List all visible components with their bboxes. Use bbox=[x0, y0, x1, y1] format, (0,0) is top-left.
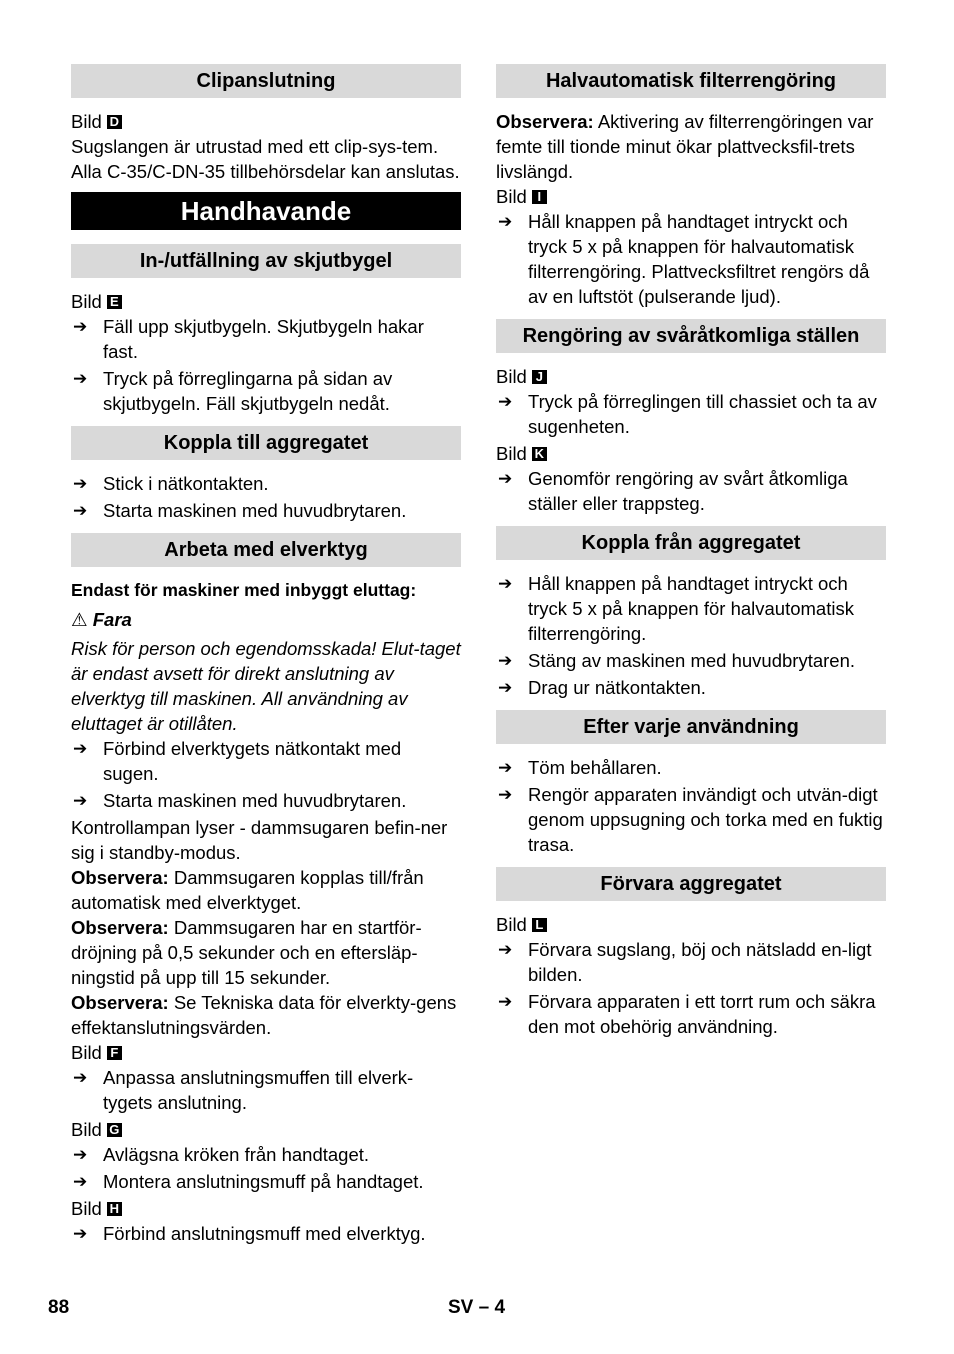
step-item: ➔ Rengör apparaten invändigt och utvän-digt genom uppsugning och torka med en fuktig trasa. bbox=[496, 782, 886, 857]
figure-letter-i: I bbox=[532, 190, 547, 204]
step-item: ➔ Töm behållaren. bbox=[496, 755, 886, 780]
figure-letter-h: H bbox=[107, 1202, 122, 1216]
step-item: ➔ Starta maskinen med huvudbrytaren. bbox=[71, 498, 461, 523]
step-item: ➔ Håll knappen på handtaget intryckt och tryck 5 x på knappen för halvautomatisk filterrengöring. Plattvecksfiltret rengörs då av en luftstöt (pulserande ljud). bbox=[496, 209, 886, 309]
figure-ref-j: Bild J bbox=[496, 364, 886, 389]
figure-letter-l: L bbox=[532, 918, 547, 932]
figure-ref-g: Bild G bbox=[71, 1117, 461, 1142]
step-item: ➔ Förvara sugslang, böj och nätsladd en-ligt bilden. bbox=[496, 937, 886, 987]
section-heading-tool: Arbeta med elverktyg bbox=[71, 533, 461, 567]
step-item: ➔ Drag ur nätkontakten. bbox=[496, 675, 886, 700]
warning-icon: ⚠ bbox=[71, 609, 88, 630]
left-column bbox=[71, 64, 461, 1248]
step-item: ➔ Montera anslutningsmuff på handtaget. bbox=[71, 1169, 461, 1194]
section-heading-fold: In-/utfällning av skjutbygel bbox=[71, 244, 461, 278]
section-heading-store: Förvara aggregatet bbox=[496, 867, 886, 901]
figure-ref-d: Bild D bbox=[71, 109, 461, 134]
semi-observation: Observera: Aktivering av filterrengöringen var femte till tionde minut ökar plattvecksfil-trets livslängd. bbox=[496, 111, 874, 182]
figure-ref-f: Bild F bbox=[71, 1040, 461, 1065]
step-item: ➔ Avlägsna kröken från handtaget. bbox=[71, 1142, 461, 1167]
figure-letter-e: E bbox=[107, 295, 122, 309]
section-indicator: SV – 4 bbox=[448, 1297, 506, 1318]
section-heading-clip: Clipanslutning bbox=[71, 64, 461, 98]
step-item: ➔ Håll knappen på handtaget intryckt och tryck 5 x på knappen för halvautomatisk filterrengöring. bbox=[496, 571, 886, 646]
figure-ref-h: Bild H bbox=[71, 1196, 461, 1221]
step-item: ➔ Fäll upp skjutbygeln. Skjutbygeln hakar fast. bbox=[71, 314, 461, 364]
figure-ref-e: Bild E bbox=[71, 289, 461, 314]
page-number: 88 bbox=[48, 1297, 70, 1318]
section-heading-connect: Koppla till aggregatet bbox=[71, 426, 461, 460]
right-column bbox=[496, 64, 886, 1041]
figure-letter-j: J bbox=[532, 370, 547, 384]
chapter-heading: Handhavande bbox=[71, 192, 461, 230]
step-item: ➔ Förvara apparaten i ett torrt rum och säkra den mot obehörig användning. bbox=[496, 989, 886, 1039]
lamp-text: Kontrollampan lyser - dammsugaren befin-ner sig i standby-modus. bbox=[71, 817, 448, 863]
step-item: ➔ Förbind anslutningsmuff med elverktyg. bbox=[71, 1221, 461, 1246]
observation-2: Observera: Dammsugaren har en startför-dröjning på 0,5 sekunder och en eftersläp-ningstid på upp till 15 sekunder. bbox=[71, 917, 422, 988]
clip-text: Sugslangen är utrustad med ett clip-sys-tem. Alla C-35/C-DN-35 tillbehörsdelar kan anslutas. bbox=[71, 136, 460, 182]
warning-label: ⚠ Fara bbox=[71, 609, 132, 630]
step-item: ➔ Tryck på förreglingen till chassiet och ta av sugenheten. bbox=[496, 389, 886, 439]
warning-text: Risk för person och egendomsskada! Elut-taget är endast avsett för direkt anslutning av elverktyg till maskinen. All användning av eluttaget är otillåten. bbox=[71, 638, 461, 734]
figure-ref-l: Bild L bbox=[496, 912, 886, 937]
step-item: ➔ Starta maskinen med huvudbrytaren. bbox=[71, 788, 461, 813]
observation-3: Observera: Se Tekniska data för elverkty-gens effektanslutningsvärden. bbox=[71, 992, 457, 1038]
figure-letter-d: D bbox=[107, 115, 122, 129]
figure-ref-k: Bild K bbox=[496, 441, 886, 466]
step-item: ➔ Förbind elverktygets nätkontakt med sugen. bbox=[71, 736, 461, 786]
section-heading-semi: Halvautomatisk filterrengöring bbox=[496, 64, 886, 98]
section-heading-after: Efter varje användning bbox=[496, 710, 886, 744]
step-item: ➔ Tryck på förreglingarna på sidan av skjutbygeln. Fäll skjutbygeln nedåt. bbox=[71, 366, 461, 416]
step-item: ➔ Genomför rengöring av svårt åtkomliga ställer eller trappsteg. bbox=[496, 466, 886, 516]
step-item: ➔ Anpassa anslutningsmuffen till elverk-tygets anslutning. bbox=[71, 1065, 461, 1115]
figure-letter-k: K bbox=[532, 447, 547, 461]
section-heading-disconnect: Koppla från aggregatet bbox=[496, 526, 886, 560]
step-item: ➔ Stäng av maskinen med huvudbrytaren. bbox=[496, 648, 886, 673]
observation-1: Observera: Dammsugaren kopplas till/från automatisk med elverktyget. bbox=[71, 867, 424, 913]
figure-ref-i: Bild I bbox=[496, 184, 886, 209]
section-heading-hard: Rengöring av svåråtkomliga ställen bbox=[496, 319, 886, 353]
tool-only-note: Endast för maskiner med inbyggt eluttag: bbox=[71, 580, 417, 600]
figure-letter-f: F bbox=[107, 1046, 122, 1060]
step-item: ➔ Stick i nätkontakten. bbox=[71, 471, 461, 496]
figure-letter-g: G bbox=[107, 1123, 122, 1137]
